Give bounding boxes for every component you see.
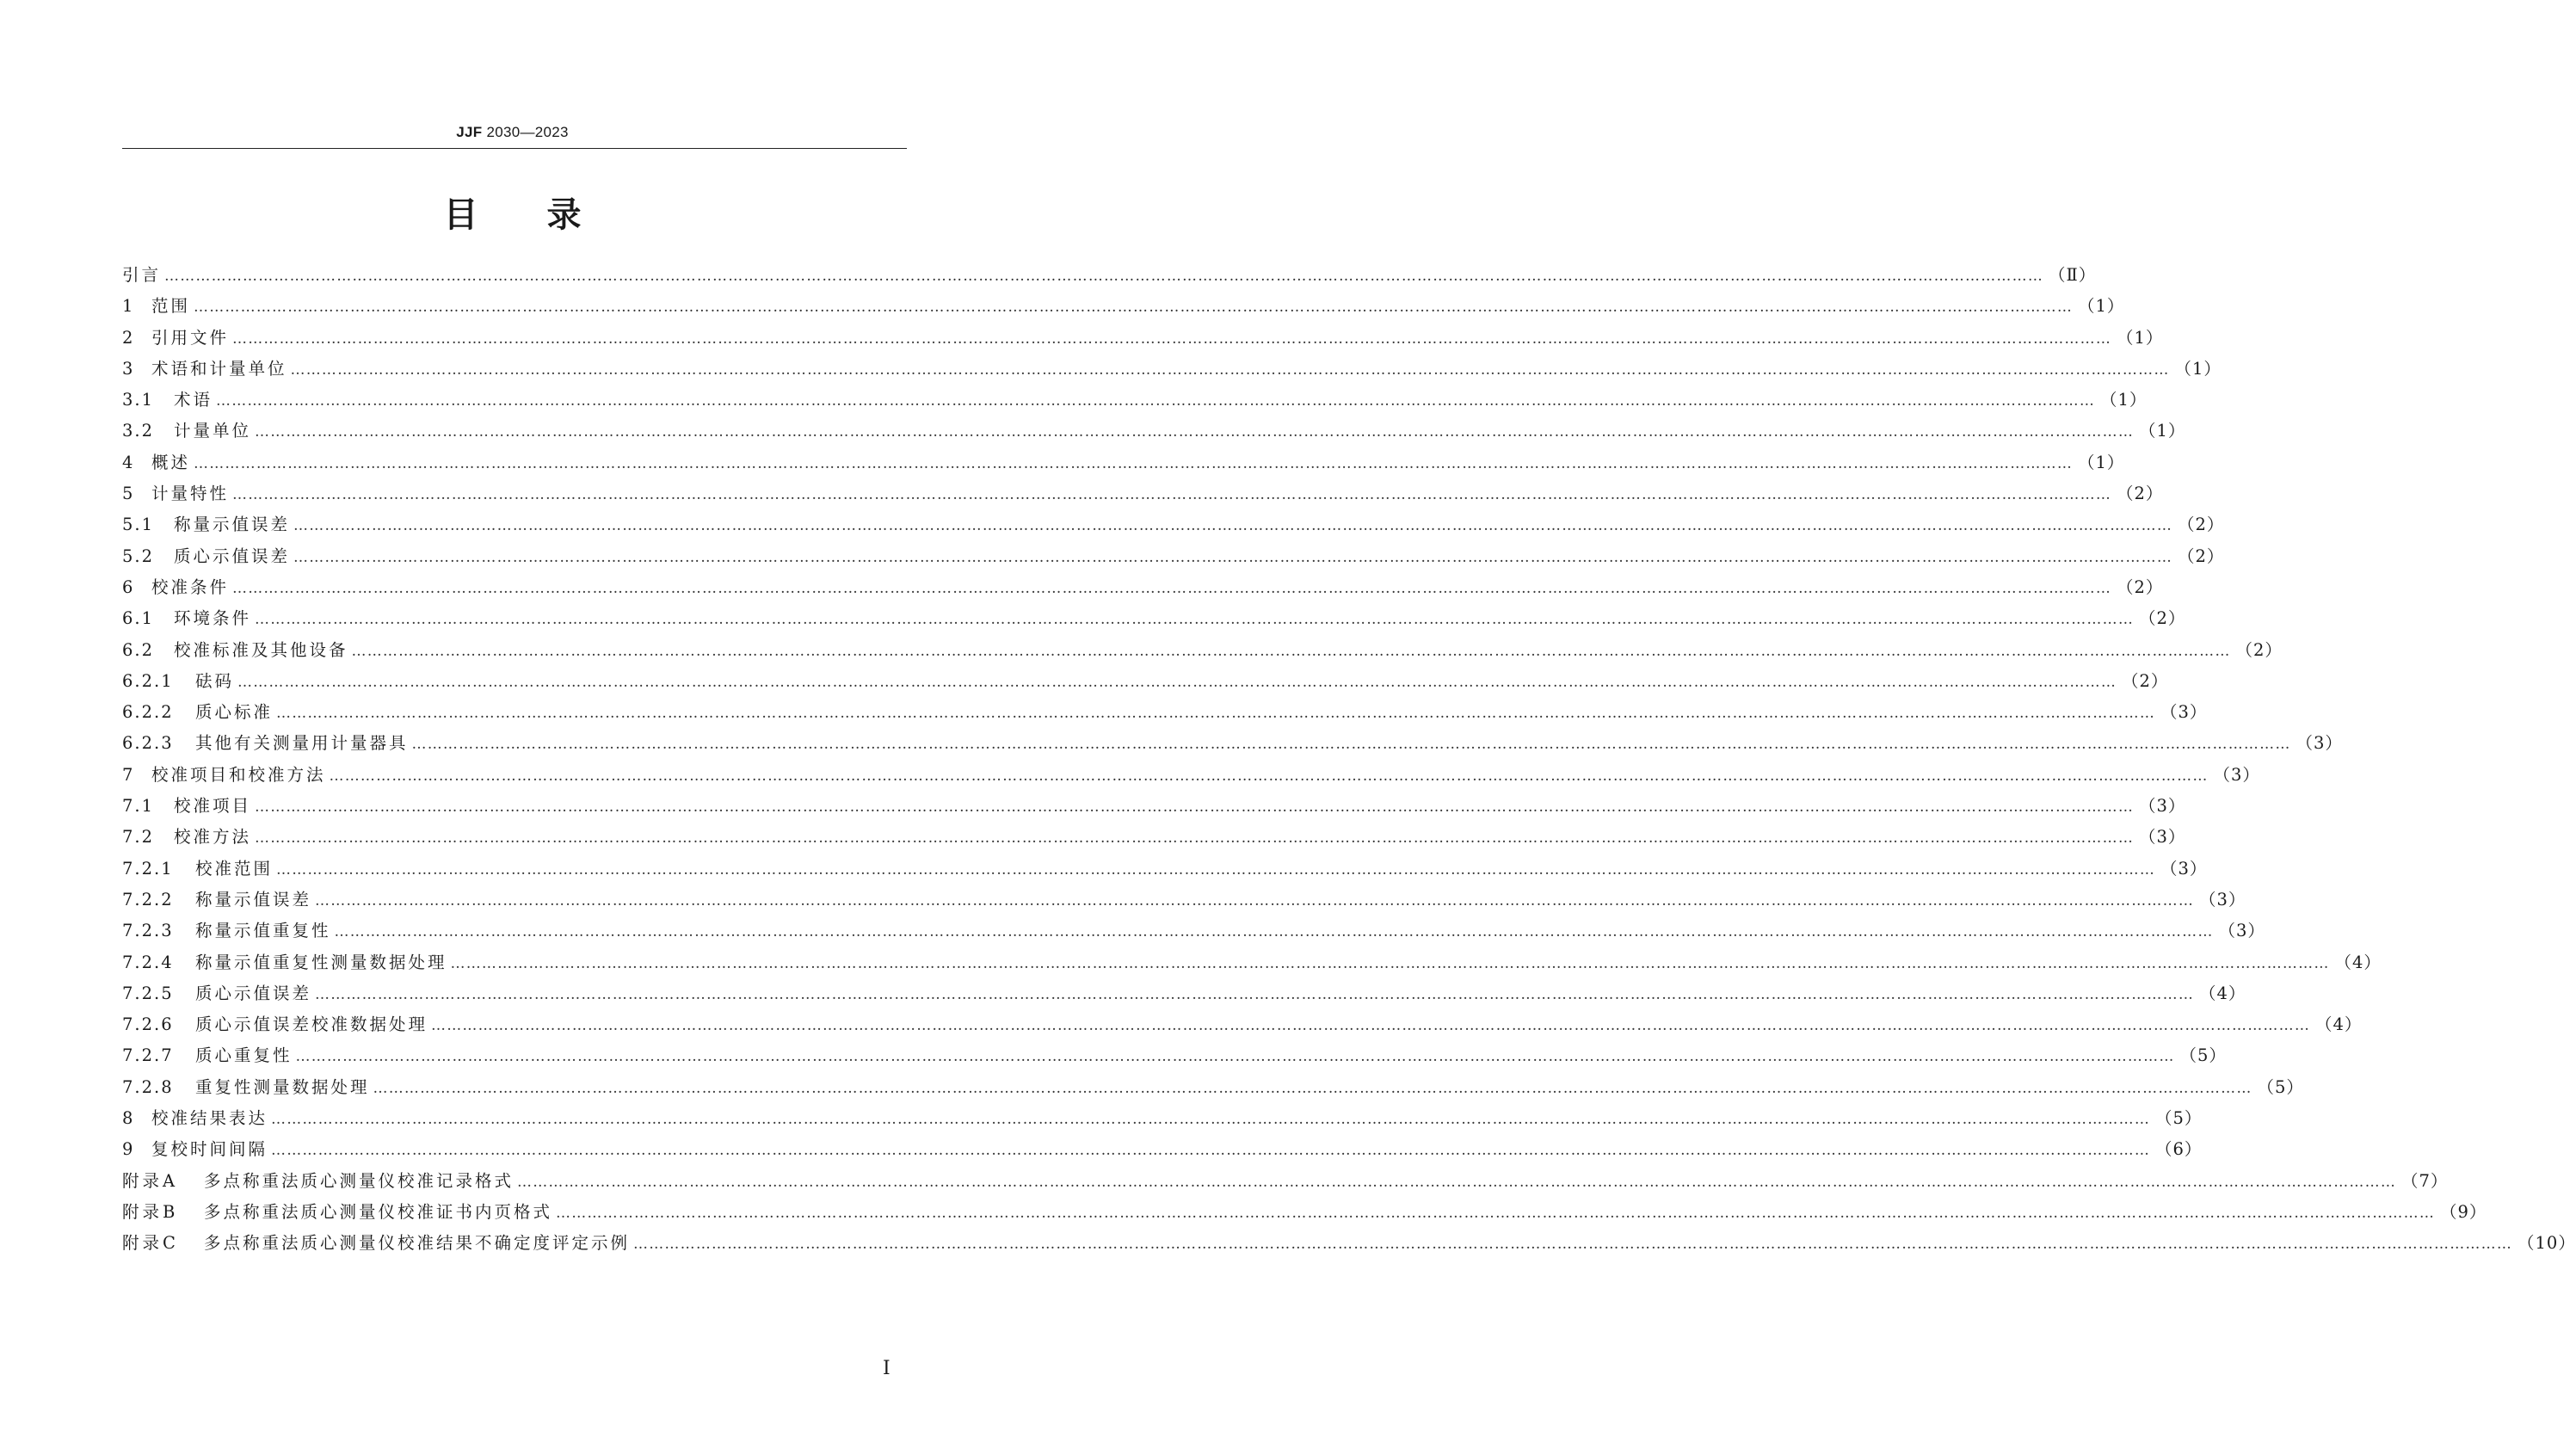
toc-entry-title: 概述 bbox=[151, 452, 191, 472]
toc-entry-page: （9） bbox=[2440, 1201, 2487, 1222]
dot-leader: ……………………………………………………………………………………………………………………………………………………………………………………………………………………………………………………………………………………………………………………………… bbox=[276, 705, 2156, 723]
toc-entry-title: 质心标准 bbox=[195, 702, 274, 723]
toc-entry[interactable] bbox=[122, 916, 2265, 946]
toc-entry-page: （3） bbox=[2199, 889, 2246, 909]
toc-entry-page: （3） bbox=[2139, 796, 2186, 817]
toc-entry-page: （3） bbox=[2218, 921, 2265, 941]
toc-entry-page: （3） bbox=[2213, 764, 2260, 785]
dot-leader: ……………………………………………………………………………………………………………………………………………………………………………………………………………………………………………………………………………………………………………………………… bbox=[329, 767, 2209, 785]
toc-entry-number: 7.2.5 bbox=[122, 983, 174, 1003]
dot-leader: ……………………………………………………………………………………………………………………………………………………………………………………………………………………………………………………………………………………………………………………………… bbox=[633, 1236, 2513, 1254]
toc-entry-title: 称量示值误差 bbox=[174, 515, 291, 535]
toc-entry-title: 重复性测量数据处理 bbox=[195, 1076, 370, 1097]
toc-entry[interactable] bbox=[122, 1072, 2304, 1103]
toc-entry-number: 7.2.1 bbox=[122, 858, 174, 879]
running-header bbox=[0, 124, 1025, 141]
toc-entry[interactable] bbox=[122, 416, 2186, 447]
toc-entry[interactable] bbox=[122, 666, 2169, 697]
dot-leader: ……………………………………………………………………………………………………………………………………………………………………………………………………………………………………………………………………………………………………………………………… bbox=[194, 299, 2074, 317]
toc-entry[interactable] bbox=[122, 354, 2222, 385]
dot-leader: ……………………………………………………………………………………………………………………………………………………………………………………………………………………………………………………………………………………………………………………………… bbox=[290, 361, 2170, 379]
standard-number: 2030—2023 bbox=[486, 124, 569, 140]
toc-entry-number: 7 bbox=[122, 764, 135, 785]
toc-entry-page: （Ⅱ） bbox=[2049, 265, 2097, 285]
toc-entry-page: （2） bbox=[2178, 546, 2225, 566]
toc-entry-number: 6.2.2 bbox=[122, 702, 174, 723]
dot-leader: ……………………………………………………………………………………………………………………………………………………………………………………………………………………………………………………………………………………………………………………………… bbox=[255, 423, 2135, 441]
toc-entry[interactable] bbox=[122, 728, 2343, 759]
toc-entry-number: 7.2.7 bbox=[122, 1045, 174, 1066]
toc-entry-number: 附录B bbox=[122, 1201, 179, 1222]
toc-entry-number: 7.2.3 bbox=[122, 921, 174, 941]
toc-entry-title: 校准项目和校准方法 bbox=[151, 764, 326, 785]
table-of-contents bbox=[122, 260, 2576, 1260]
toc-entry[interactable] bbox=[122, 1040, 2227, 1071]
toc-entry-number: 7.2.6 bbox=[122, 1014, 174, 1035]
toc-entry-page: （5） bbox=[2155, 1108, 2203, 1129]
dot-leader: ……………………………………………………………………………………………………………………………………………………………………………………………………………………………………………………………………………………………………………………………… bbox=[255, 611, 2135, 629]
toc-entry[interactable] bbox=[122, 697, 2208, 728]
toc-entry-page: （1） bbox=[2078, 296, 2125, 317]
page-folio: Ⅰ bbox=[883, 1358, 891, 1379]
toc-entry[interactable] bbox=[122, 1134, 2203, 1165]
toc-entry-title: 质心示值误差校准数据处理 bbox=[195, 1014, 428, 1035]
toc-entry-number: 5.1 bbox=[122, 515, 155, 535]
toc-entry[interactable] bbox=[122, 1197, 2487, 1228]
dot-leader: ……………………………………………………………………………………………………………………………………………………………………………………………………………………………………………………………………………………………………………………………… bbox=[315, 891, 2195, 909]
toc-entry-title: 称量示值误差 bbox=[195, 889, 312, 909]
toc-entry-number: 5 bbox=[122, 484, 135, 504]
dot-leader: ……………………………………………………………………………………………………………………………………………………………………………………………………………………………………………………………………………………………………………………………… bbox=[411, 736, 2291, 754]
toc-entry-page: （2） bbox=[2139, 608, 2186, 629]
toc-entry-number: 3.2 bbox=[122, 421, 155, 441]
toc-entry-number: 1 bbox=[122, 296, 135, 317]
toc-entry-title: 校准标准及其他设备 bbox=[174, 639, 348, 660]
toc-entry-page: （4） bbox=[2315, 1014, 2363, 1035]
toc-entry-page: （3） bbox=[2160, 858, 2208, 879]
toc-entry-title: 多点称重法质心测量仪校准证书内页格式 bbox=[204, 1201, 553, 1222]
toc-entry-number: 7.2.4 bbox=[122, 952, 174, 972]
standard-prefix: JJF bbox=[456, 124, 483, 140]
toc-entry-title: 引言 bbox=[122, 265, 162, 285]
toc-entry[interactable] bbox=[122, 978, 2246, 1009]
dot-leader: ……………………………………………………………………………………………………………………………………………………………………………………………………………………………………………………………………………………………………………………………… bbox=[293, 517, 2173, 535]
dot-leader: ……………………………………………………………………………………………………………………………………………………………………………………………………………………………………………………………………………………………………………………………… bbox=[431, 1017, 2311, 1035]
toc-entry-number: 6 bbox=[122, 577, 135, 597]
toc-entry[interactable] bbox=[122, 541, 2225, 572]
toc-entry-number: 7.1 bbox=[122, 796, 155, 817]
toc-entry-title: 引用文件 bbox=[151, 327, 230, 348]
toc-entry-page: （2） bbox=[2117, 484, 2164, 504]
toc-entry-number: 8 bbox=[122, 1108, 135, 1129]
dot-leader: ……………………………………………………………………………………………………………………………………………………………………………………………………………………………………………………………………………………………………………………………… bbox=[556, 1204, 2436, 1222]
toc-entry-page: （10） bbox=[2517, 1233, 2576, 1254]
toc-entry-page: （6） bbox=[2155, 1139, 2203, 1160]
toc-entry-title: 计量单位 bbox=[174, 421, 252, 441]
toc-entry-page: （1） bbox=[2139, 421, 2186, 441]
header-rule bbox=[122, 148, 907, 149]
dot-leader: ……………………………………………………………………………………………………………………………………………………………………………………………………………………………………………………………………………………………………………………………… bbox=[334, 923, 2214, 941]
toc-entry-page: （3） bbox=[2296, 733, 2343, 754]
toc-entry-title: 术语和计量单位 bbox=[151, 358, 287, 379]
dot-leader: ……………………………………………………………………………………………………………………………………………………………………………………………………………………………………………………………………………………………………………………………… bbox=[232, 330, 2112, 348]
toc-entry[interactable] bbox=[122, 1228, 2576, 1259]
toc-entry-title: 质心示值误差 bbox=[174, 546, 291, 566]
dot-leader: ……………………………………………………………………………………………………………………………………………………………………………………………………………………………………………………………………………………………………………………………… bbox=[351, 642, 2231, 660]
toc-entry-number: 3.1 bbox=[122, 390, 155, 410]
toc-entry-number: 附录A bbox=[122, 1170, 179, 1191]
toc-entry-title: 环境条件 bbox=[174, 608, 252, 629]
toc-entry-title: 多点称重法质心测量仪校准结果不确定度评定示例 bbox=[204, 1233, 631, 1254]
toc-entry[interactable] bbox=[122, 1009, 2363, 1040]
toc-entry[interactable] bbox=[122, 291, 2125, 322]
dot-leader: ……………………………………………………………………………………………………………………………………………………………………………………………………………………………………………………………………………………………………………………………… bbox=[450, 954, 2330, 972]
toc-entry-number: 6.2 bbox=[122, 639, 155, 660]
dot-leader: ……………………………………………………………………………………………………………………………………………………………………………………………………………………………………………………………………………………………………………………………… bbox=[232, 486, 2112, 504]
toc-entry[interactable] bbox=[122, 572, 2164, 603]
toc-entry-number: 6.1 bbox=[122, 608, 155, 629]
toc-entry-page: （5） bbox=[2179, 1045, 2227, 1066]
toc-entry-page: （7） bbox=[2401, 1170, 2449, 1191]
toc-entry-page: （2） bbox=[2122, 670, 2169, 691]
toc-entry-title: 其他有关测量用计量器具 bbox=[195, 733, 409, 754]
toc-entry-page: （5） bbox=[2257, 1076, 2304, 1097]
toc-entry[interactable] bbox=[122, 478, 2164, 509]
toc-entry-page: （2） bbox=[2178, 515, 2225, 535]
toc-entry[interactable] bbox=[122, 885, 2246, 916]
dot-leader: ……………………………………………………………………………………………………………………………………………………………………………………………………………………………………………………………………………………………………………………………… bbox=[276, 860, 2156, 879]
toc-entry[interactable] bbox=[122, 635, 2283, 666]
dot-leader: ……………………………………………………………………………………………………………………………………………………………………………………………………………………………………………………………………………………………………………………………… bbox=[517, 1173, 2397, 1191]
toc-entry-title: 多点称重法质心测量仪校准记录格式 bbox=[204, 1170, 515, 1191]
toc-entry-page: （3） bbox=[2139, 827, 2186, 848]
toc-entry[interactable] bbox=[122, 822, 2186, 853]
toc-entry-number: 6.2.1 bbox=[122, 670, 174, 691]
toc-entry-title: 称量示值重复性 bbox=[195, 921, 331, 941]
toc-entry-page: （1） bbox=[2174, 358, 2222, 379]
toc-entry-number: 9 bbox=[122, 1139, 135, 1160]
dot-leader: ……………………………………………………………………………………………………………………………………………………………………………………………………………………………………………………………………………………………………………………………… bbox=[293, 548, 2173, 566]
toc-entry-number: 5.2 bbox=[122, 546, 155, 566]
toc-entry-number: 4 bbox=[122, 452, 135, 472]
toc-entry-number: 6.2.3 bbox=[122, 733, 174, 754]
toc-entry-title: 称量示值重复性测量数据处理 bbox=[195, 952, 447, 972]
toc-entry-title: 复校时间间隔 bbox=[151, 1139, 268, 1160]
dot-leader: ……………………………………………………………………………………………………………………………………………………………………………………………………………………………………………………………………………………………………………………………… bbox=[237, 673, 2117, 691]
toc-entry-page: （1） bbox=[2078, 452, 2125, 472]
toc-entry-title: 质心示值误差 bbox=[195, 983, 312, 1003]
toc-entry[interactable] bbox=[122, 1103, 2203, 1134]
page-title: 目录 bbox=[443, 195, 650, 235]
toc-entry-title: 术语 bbox=[174, 390, 213, 410]
toc-entry[interactable] bbox=[122, 323, 2164, 354]
toc-entry-page: （4） bbox=[2334, 952, 2382, 972]
dot-leader: ……………………………………………………………………………………………………………………………………………………………………………………………………………………………………………………………………………………………………………………………… bbox=[232, 579, 2112, 597]
toc-entry-page: （3） bbox=[2160, 702, 2208, 723]
dot-leader: ……………………………………………………………………………………………………………………………………………………………………………………………………………………………………………………………………………………………………………………………… bbox=[271, 1111, 2151, 1129]
toc-entry[interactable] bbox=[122, 509, 2225, 540]
toc-entry-title: 校准条件 bbox=[151, 577, 230, 597]
dot-leader: ……………………………………………………………………………………………………………………………………………………………………………………………………………………………………………………………………………………………………………………………… bbox=[194, 454, 2074, 472]
toc-entry-title: 校准方法 bbox=[174, 827, 252, 848]
dot-leader: ……………………………………………………………………………………………………………………………………………………………………………………………………………………………………………………………………………………………………………………………… bbox=[315, 985, 2195, 1003]
dot-leader: ……………………………………………………………………………………………………………………………………………………………………………………………………………………………………………………………………………………………………………………………… bbox=[216, 392, 2096, 410]
toc-entry[interactable] bbox=[122, 385, 2148, 416]
toc-entry[interactable] bbox=[122, 1166, 2449, 1197]
toc-entry-title: 校准范围 bbox=[195, 858, 274, 879]
toc-entry-number: 3 bbox=[122, 358, 135, 379]
toc-entry-title: 质心重复性 bbox=[195, 1045, 293, 1066]
toc-entry-page: （1） bbox=[2100, 390, 2148, 410]
toc-entry[interactable] bbox=[122, 760, 2260, 791]
toc-entry-number: 7.2.2 bbox=[122, 889, 174, 909]
toc-entry[interactable] bbox=[122, 791, 2186, 822]
toc-entry-title: 校准项目 bbox=[174, 796, 252, 817]
toc-entry-page: （1） bbox=[2117, 327, 2164, 348]
toc-entry-title: 范围 bbox=[151, 296, 191, 317]
toc-entry-number: 7.2.8 bbox=[122, 1076, 174, 1097]
dot-leader: ……………………………………………………………………………………………………………………………………………………………………………………………………………………………………………………………………………………………………………………………… bbox=[164, 268, 2044, 285]
toc-entry-title: 砝码 bbox=[195, 670, 235, 691]
dot-leader: ……………………………………………………………………………………………………………………………………………………………………………………………………………………………………………………………………………………………………………………………… bbox=[373, 1079, 2252, 1097]
toc-entry-number: 附录C bbox=[122, 1233, 179, 1254]
dot-leader: ……………………………………………………………………………………………………………………………………………………………………………………………………………………………………………………………………………………………………………………………… bbox=[255, 829, 2135, 848]
toc-entry[interactable] bbox=[122, 447, 2125, 478]
dot-leader: ……………………………………………………………………………………………………………………………………………………………………………………………………………………………………………………………………………………………………………………………… bbox=[295, 1048, 2175, 1066]
dot-leader: ……………………………………………………………………………………………………………………………………………………………………………………………………………………………………………………………………………………………………………………………… bbox=[271, 1142, 2151, 1160]
toc-entry-page: （2） bbox=[2235, 639, 2283, 660]
toc-entry-number: 2 bbox=[122, 327, 135, 348]
dot-leader: ……………………………………………………………………………………………………………………………………………………………………………………………………………………………………………………………………………………………………………………………… bbox=[255, 798, 2135, 817]
toc-entry-title: 校准结果表达 bbox=[151, 1108, 268, 1129]
toc-entry-title: 计量特性 bbox=[151, 484, 230, 504]
toc-entry[interactable] bbox=[122, 854, 2208, 885]
toc-entry[interactable] bbox=[122, 260, 2097, 291]
toc-entry[interactable] bbox=[122, 947, 2382, 978]
toc-entry-page: （2） bbox=[2117, 577, 2164, 597]
toc-entry-number: 7.2 bbox=[122, 827, 155, 848]
toc-entry-page: （4） bbox=[2199, 983, 2246, 1003]
toc-entry[interactable] bbox=[122, 603, 2186, 634]
